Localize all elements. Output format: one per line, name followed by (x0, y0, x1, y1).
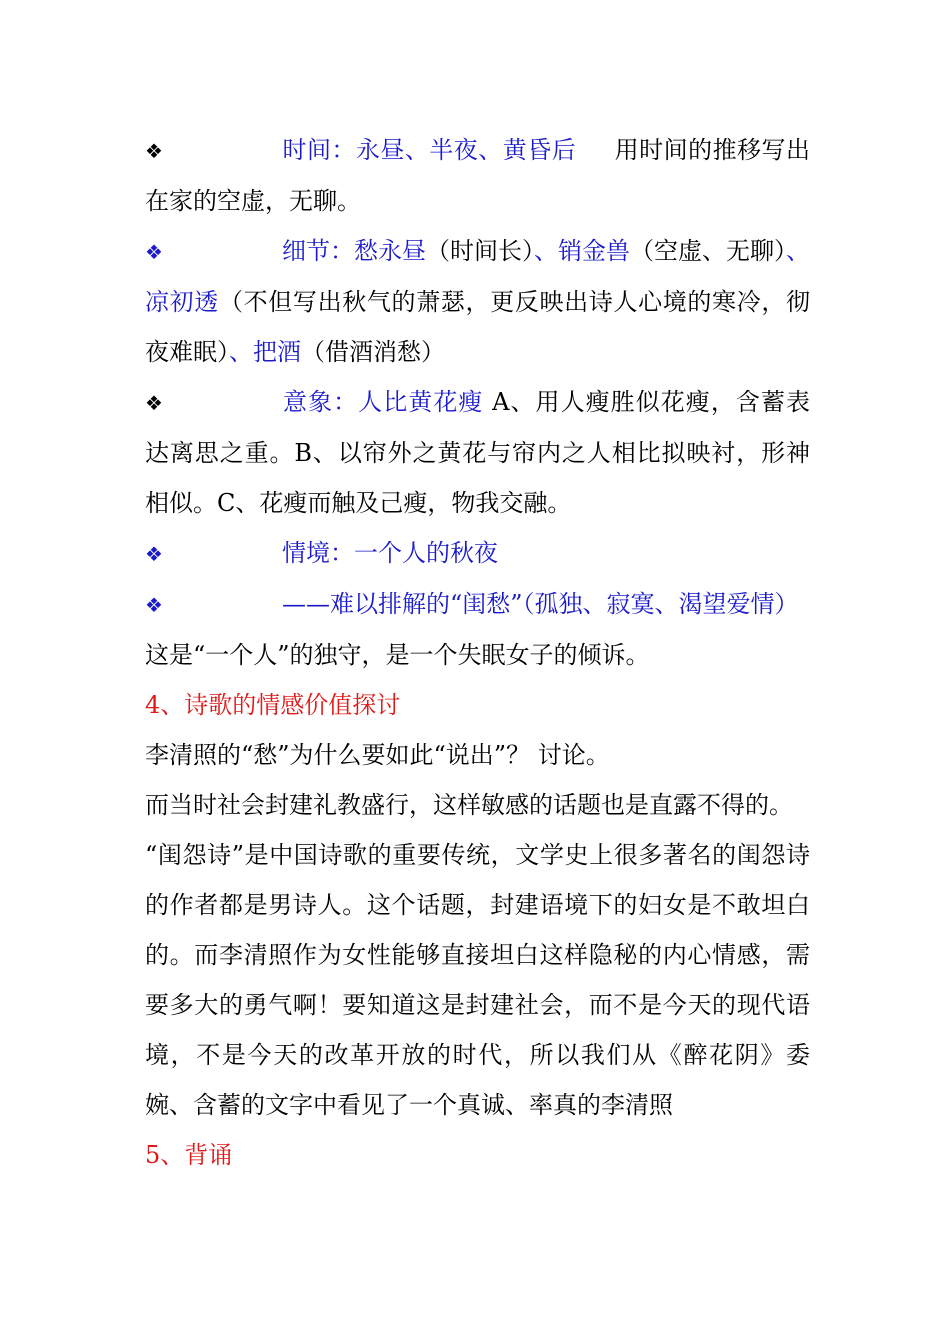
details-note-e: （不但写出秋气的萧瑟，更反映出诗人心境的寒冷，彻夜难眠） (145, 288, 811, 366)
imagery-text: A、用人瘦胜似花瘦，含蓄表达离思之重。B、以帘外之黄花与帘内之人相比拟映衬，形神相似。C、花瘦而触及己瘦，物我交融。 (145, 388, 810, 517)
context-paragraph: 而当时社会封建礼教盛行，这样敏感的话题也是直露不得的。 (145, 791, 793, 819)
solitude-line: 这是“一个人”的独守，是一个失眠女子的倾诉。 (145, 641, 650, 669)
discussion-question: 李清照的“愁”为什么要如此“说出”？ 讨论。 (145, 741, 610, 769)
sorrow-text: ——难以排解的“闺愁”（孤独、寂寞、渴望爱情） (282, 590, 799, 618)
analysis-paragraph: “闺怨诗”是中国诗歌的重要传统，文学史上很多著名的闺怨诗的作者都是男诗人。这个话题，封建语境下的妇女是不敢坦白的。而李清照作为女性能够直接坦白这样隐秘的内心情感，需要多大的勇气啊！要知道这是封建社会，而不是今天的现代语境，不是今天的改革开放的时代，所以我们从《醉花阴》委婉、含蓄的文字中看见了一个真诚、率真的李清照 (145, 841, 810, 1119)
section-heading-5: 5、背诵 (145, 1141, 233, 1169)
bullet-diamond-icon: ❖ (145, 240, 163, 264)
bullet-diamond-icon: ❖ (145, 391, 163, 415)
time-text: 用时间的推移写出在家的空虚，无聊。 (145, 136, 811, 215)
time-label: 时间：永昼、半夜、黄昏后 (282, 136, 577, 164)
bullet-item-details (145, 226, 810, 377)
section-heading-4: 4、诗歌的情感价值探讨 (145, 691, 401, 719)
imagery-label: 意象：人比黄花瘦 (282, 388, 484, 416)
bullet-diamond-icon: ❖ (145, 139, 163, 163)
document-page (145, 125, 810, 1180)
bullet-item-situation (145, 528, 810, 579)
situation-text: 情境：一个人的秋夜 (282, 539, 498, 567)
details-note-c: （空虚、无聊） (630, 237, 786, 265)
details-item-d: 、凉初透 (145, 237, 810, 316)
bullet-diamond-icon: ❖ (145, 593, 163, 617)
bullet-item-sorrow (145, 579, 810, 630)
details-note-a: （时间长） (426, 237, 534, 265)
details-note-g: （借酒消愁） (301, 338, 445, 366)
details-item-b: 、销金兽 (534, 237, 630, 265)
bullet-diamond-icon: ❖ (145, 542, 163, 566)
details-item-f: 、把酒 (229, 338, 301, 366)
details-label: 细节：愁永昼 (282, 237, 426, 265)
bullet-item-imagery (145, 377, 810, 528)
bullet-item-time (145, 125, 810, 226)
